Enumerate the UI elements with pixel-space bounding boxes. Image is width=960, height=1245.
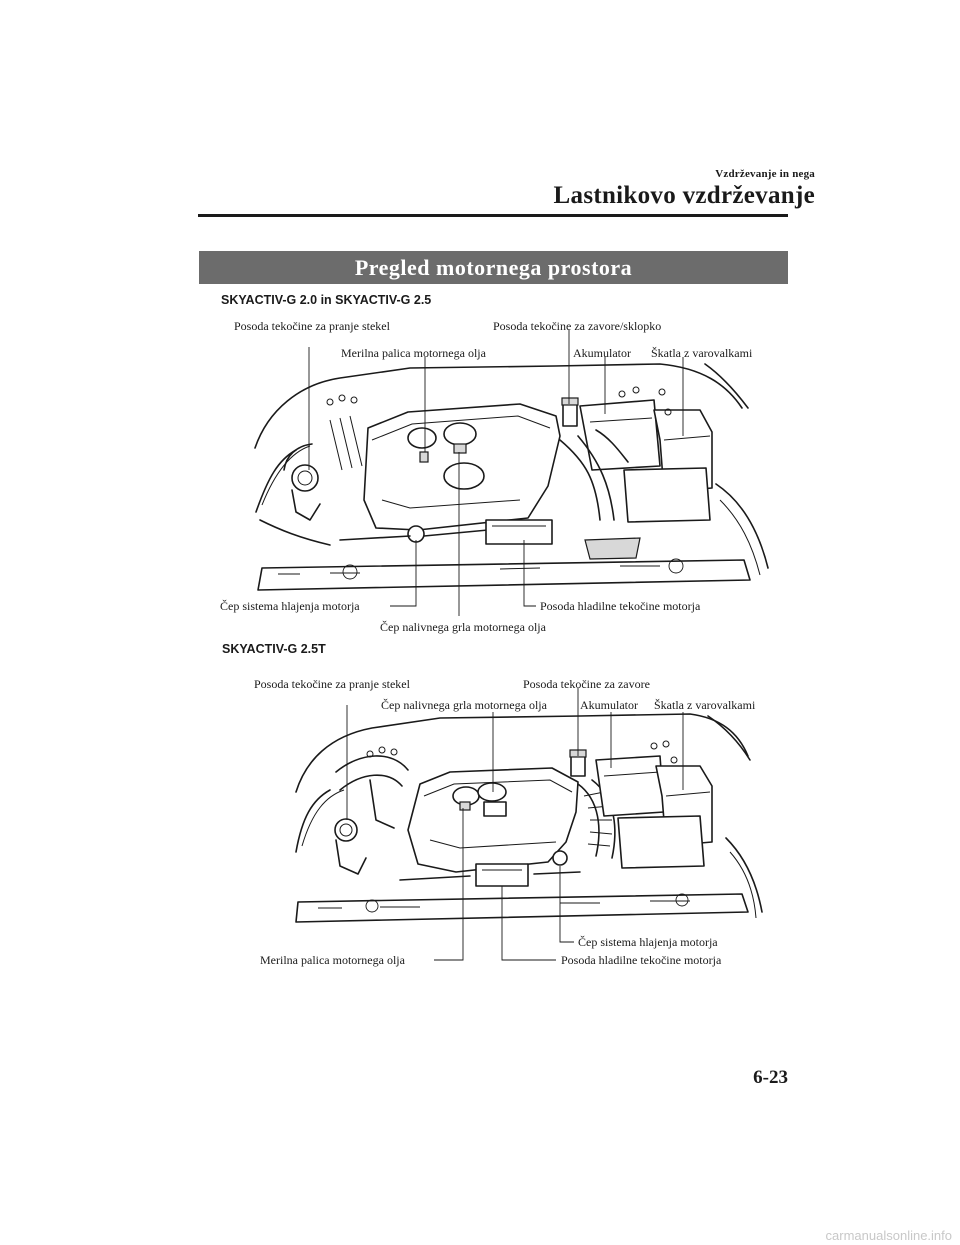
page-number: 6-23 — [753, 1067, 788, 1088]
label-coolant-tank-2: Posoda hladilne tekočine motorja — [561, 953, 722, 967]
label-brake-clutch-tank-1: Posoda tekočine za zavore/sklopko — [493, 319, 662, 333]
watermark: carmanualsonline.info — [825, 1228, 952, 1243]
chapter-title: Vzdrževanje in nega — [715, 168, 815, 180]
label-fuse-box-2: Škatla z varovalkami — [654, 698, 756, 712]
label-dipstick-2: Merilna palica motornega olja — [260, 953, 405, 967]
label-oil-filler-cap-2: Čep nalivnega grla motornega olja — [381, 698, 547, 712]
section-title: Lastnikovo vzdrževanje — [553, 182, 815, 209]
label-battery-2: Akumulator — [580, 698, 638, 712]
variant-label-2: SKYACTIV-G 2.5T — [222, 642, 326, 656]
label-cooling-cap-1: Čep sistema hlajenja motorja — [220, 599, 360, 613]
label-brake-tank-2: Posoda tekočine za zavore — [523, 677, 650, 691]
label-coolant-tank-1: Posoda hladilne tekočine motorja — [540, 599, 701, 613]
banner-title: Pregled motornega prostora — [354, 254, 633, 280]
label-washer-tank-1: Posoda tekočine za pranje stekel — [234, 319, 390, 333]
label-fuse-box-1: Škatla z varovalkami — [651, 346, 753, 360]
label-washer-tank-2: Posoda tekočine za pranje stekel — [254, 677, 410, 691]
label-oil-filler-cap-1: Čep nalivnega grla motornega olja — [380, 620, 546, 634]
label-dipstick-1: Merilna palica motornega olja — [341, 346, 486, 360]
variant-label-1: SKYACTIV-G 2.0 in SKYACTIV-G 2.5 — [221, 293, 432, 307]
label-battery-1: Akumulator — [573, 346, 631, 360]
label-cooling-cap-2: Čep sistema hlajenja motorja — [578, 935, 718, 949]
